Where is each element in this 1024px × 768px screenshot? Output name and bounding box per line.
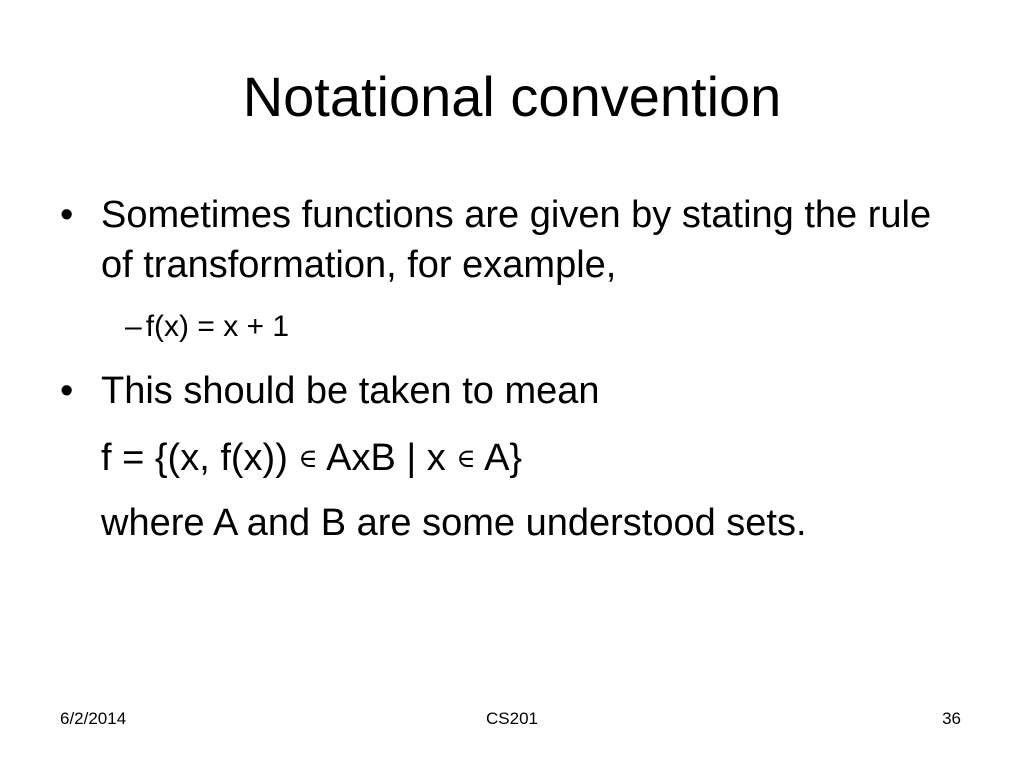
continuation-text: where A and B are some understood sets. bbox=[101, 502, 807, 544]
sub-bullet-text: f(x) = x + 1 bbox=[145, 310, 290, 343]
bullet-marker: • bbox=[60, 370, 74, 412]
footer-date: 6/2/2014 bbox=[60, 709, 127, 728]
element-of-symbol: ∈ bbox=[298, 444, 318, 474]
bullet-item bbox=[60, 190, 960, 294]
formula-part: AxB | x bbox=[317, 437, 457, 479]
formula-line bbox=[101, 433, 522, 484]
element-of-symbol: ∈ bbox=[456, 444, 476, 474]
bullet-item bbox=[60, 366, 960, 418]
footer-page-number: 36 bbox=[942, 709, 961, 728]
bullet-text: This should be taken to mean bbox=[101, 370, 600, 412]
formula-part: A} bbox=[475, 437, 523, 479]
bullet-text: Sometimes functions are given by stating the rule of transformation, for example, bbox=[101, 194, 932, 286]
sub-bullet-item bbox=[125, 307, 289, 347]
formula-part: f = {(x, f(x)) bbox=[101, 437, 299, 479]
slide-title: Notational convention bbox=[242, 65, 782, 128]
footer-course: CS201 bbox=[486, 709, 538, 728]
sub-bullet-marker: – bbox=[125, 310, 142, 343]
bullet-marker: • bbox=[60, 194, 74, 236]
